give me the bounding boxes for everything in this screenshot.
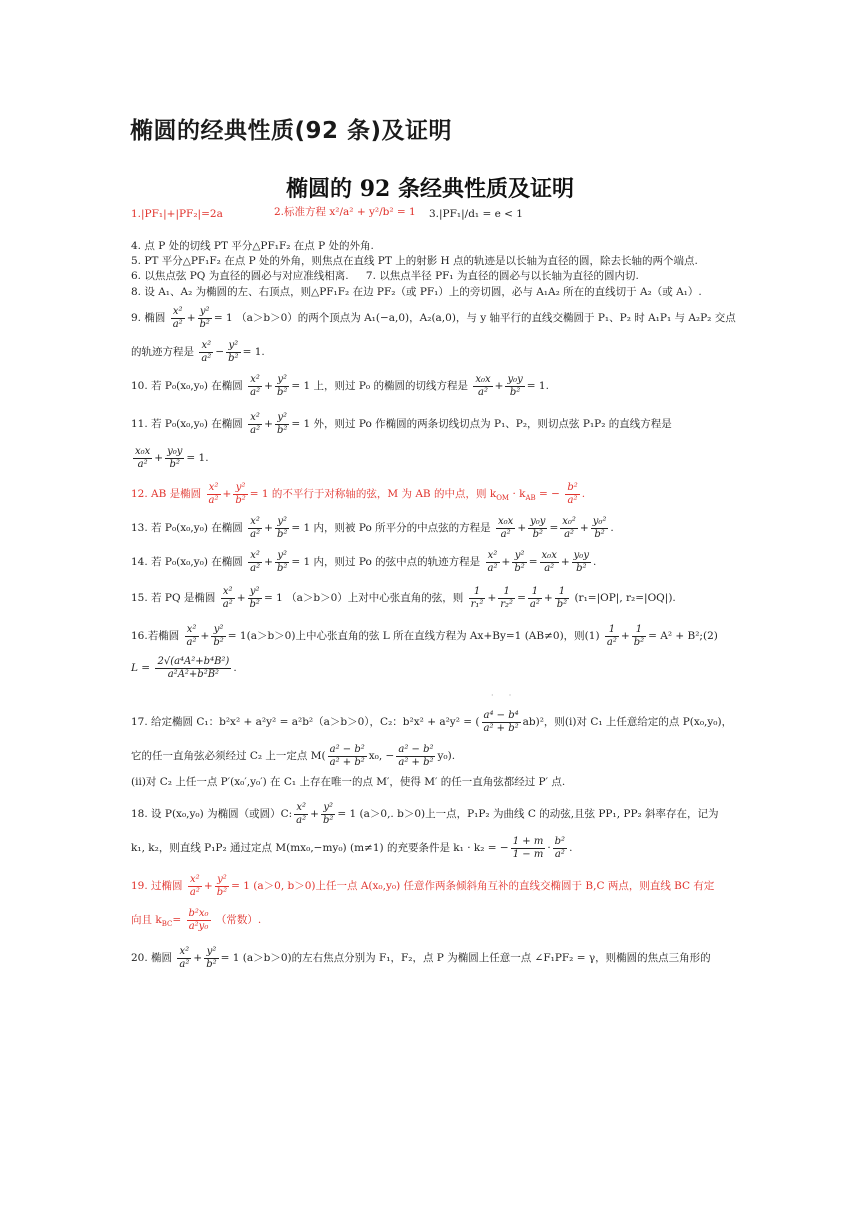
property-5: 5. PT 平分△PF₁F₂ 在点 P 处的外角，则焦点在直线 PT 上的射影 H 点的轨迹是以长轴为直径的圆，除去长轴的两个端点. bbox=[131, 255, 698, 267]
page-title: 椭圆的经典性质(92 条)及证明 bbox=[130, 118, 453, 144]
property-11-cont: $\frac{\text{x₀x}}{\text{a²}}$ + $\frac{\text{y₀y}}{\text{b²}}$ = 1. bbox=[135, 446, 209, 470]
property-2: 2.标准方程 x²/a² + y²/b² = 1 bbox=[274, 206, 416, 218]
property-8: 8. 设 A₁、A₂ 为椭圆的左、右顶点，则△PF₁F₂ 在边 PF₂（或 PF₁）上的旁切圆，必与 A₁A₂ 所在的直线切于 A₂（或 A₁）. bbox=[131, 286, 702, 298]
property-15: 15. 若 PQ 是椭圆 $\frac{\text{x²}}{\text{a²}}$ + $\frac{\text{y²}}{\text{b²}}$ = 1 （a＞b＞0）上对中心张直角的弦，则 $\frac{1}{\text{r₁²}}$ + $\frac{1}{\text{r₂²}}$ = $\frac{1}{\text{a²}}$ + $\frac{1}{\text{b²}}$ (r₁=|OP|, r₂=|OQ|). bbox=[131, 586, 676, 610]
property-4: 4. 点 P 处的切线 PT 平分△PF₁F₂ 在点 P 处的外角. bbox=[131, 240, 374, 252]
property-11: 11. 若 P₀(x₀,y₀) 在椭圆 $\frac{\text{x²}}{\text{a²}}$ + $\frac{\text{y²}}{\text{b²}}$ = 1 外，则过 Po 作椭圆的两条切线切点为 P₁、P₂，则切点弦 P₁P₂ 的直线方程是 bbox=[131, 412, 672, 436]
property-18-cont: k₁, k₂，则直线 P₁P₂ 通过定点 M(mx₀,−my₀) (m≠1) 的充要条件是 k₁ · k₂ = − $\frac{1 + m}{1 - m}$ · $\frac{\text{b²}}{\text{a²}}$ . bbox=[131, 836, 573, 860]
scan-artifact: · · bbox=[491, 691, 512, 700]
property-12: 12. AB 是椭圆 $\frac{\text{x²}}{\text{a²}}$ + $\frac{\text{y²}}{\text{b²}}$ = 1 的不平行于对称轴的弦，M 为 AB 的中点，则 $k_{OM} \cdot k_{AB}$ = − $\frac{\text{b²}}{\text{a²}}$ . bbox=[131, 482, 586, 506]
property-1: 1.|PF₁|+|PF₂|=2a bbox=[131, 208, 223, 220]
property-7: 7. 以焦点半径 PF₁ 为直径的圆必与以长轴为直径的圆内切. bbox=[365, 270, 639, 282]
property-17-cont: 它的任一直角弦必须经过 C₂ 上一定点 M( $\frac{\text{a² − b²}}{\text{a² + b²}}$ x₀, − $\frac{\text{a² − b²}}{\text{a² + b²}}$ y₀). bbox=[131, 744, 456, 768]
property-16: 16.若椭圆 $\frac{\text{x²}}{\text{a²}}$ + $\frac{\text{y²}}{\text{b²}}$ = 1(a＞b＞0)上中心张直角的弦 L 所在直线方程为 Ax+By=1 (AB≠0)，则(1) $\frac{1}{\text{a²}}$ + $\frac{1}{\text{b²}}$ = A² + B²;(2) bbox=[131, 624, 718, 648]
property-17: 17. 给定椭圆 C₁：b²x² + a²y² = a²b²（a＞b＞0），C₂：b²x² + a²y² = ( $\frac{\text{a⁴ − b⁴}}{\text{a² + b²}}$ ab)²，则(i)对 C₁ 上任意给定的点 P(x₀,y₀)， bbox=[131, 710, 733, 734]
property-19-cont: 向且 $k_{BC}=$ $\frac{\text{b²x₀}}{\text{a²y₀}}$ （常数）. bbox=[131, 908, 262, 932]
property-9: 9. 椭圆 $\frac{\text{x²}}{\text{a²}}$ + $\frac{\text{y²}}{\text{b²}}$ = 1 （a＞b＞0）的两个顶点为 A₁(−a,0)，A₂(a,0)，与 y 轴平行的直线交椭圆于 P₁、P₂ 时 A₁P₁ 与 A₂P₂ 交点 bbox=[131, 306, 736, 330]
property-14: 14. 若 P₀(x₀,y₀) 在椭圆 $\frac{\text{x²}}{\text{a²}}$ + $\frac{\text{y²}}{\text{b²}}$ = 1 内，则过 Po 的弦中点的轨迹方程是 $\frac{\text{x²}}{\text{a²}}$ + $\frac{\text{y²}}{\text{b²}}$ = $\frac{\text{x₀x}}{\text{a²}}$ + $\frac{\text{y₀y}}{\text{b²}}$ . bbox=[131, 550, 597, 574]
property-18: 18. 设 P(x₀,y₀) 为椭圆（或圆）C: $\frac{\text{x²}}{\text{a²}}$ + $\frac{\text{y²}}{\text{b²}}$ = 1 (a＞0,. b＞0)上一点，P₁P₂ 为曲线 C 的动弦,且弦 PP₁, PP₂ 斜率存在，记为 bbox=[131, 802, 719, 826]
property-9-cont: 的轨迹方程是 $\frac{\text{x²}}{\text{a²}}$ − $\frac{\text{y²}}{\text{b²}}$ = 1. bbox=[131, 340, 265, 364]
property-17-ii: (ii)对 C₂ 上任一点 P′(x₀′,y₀′) 在 C₁ 上存在唯一的点 M′，使得 M′ 的任一直角弦都经过 P′ 点. bbox=[131, 776, 566, 788]
property-3: 3.|PF₁|/d₁ = e < 1 bbox=[429, 208, 523, 220]
property-19: 19. 过椭圆 $\frac{\text{x²}}{\text{a²}}$ + $\frac{\text{y²}}{\text{b²}}$ = 1 (a＞0, b＞0)上任一点 A(x₀,y₀) 任意作两条倾斜角互补的直线交椭圆于 B,C 两点，则直线 BC 有定 bbox=[131, 874, 715, 898]
property-16-cont: L = $\frac{\text{2√(a⁴A²+b⁴B²)}}{\text{a²A²+b²B²}}$ . bbox=[131, 656, 237, 680]
property-6: 6. 以焦点弦 PQ 为直径的圆必与对应准线相离. 7. 以焦点半径 PF₁ 为直径的圆必与以长轴为直径的圆内切. bbox=[131, 270, 639, 282]
property-13: 13. 若 P₀(x₀,y₀) 在椭圆 $\frac{\text{x²}}{\text{a²}}$ + $\frac{\text{y²}}{\text{b²}}$ = 1 内，则被 Po 所平分的中点弦的方程是 $\frac{\text{x₀x}}{\text{a²}}$ + $\frac{\text{y₀y}}{\text{b²}}$ = $\frac{\text{x₀²}}{\text{a²}}$ + $\frac{\text{y₀²}}{\text{b²}}$ . bbox=[131, 516, 614, 540]
property-10: 10. 若 P₀(x₀,y₀) 在椭圆 $\frac{\text{x²}}{\text{a²}}$ + $\frac{\text{y²}}{\text{b²}}$ = 1 上，则过 P₀ 的椭圆的切线方程是 $\frac{\text{x₀x}}{\text{a²}}$ + $\frac{\text{y₀y}}{\text{b²}}$ = 1. bbox=[131, 374, 549, 398]
property-20: 20. 椭圆 $\frac{\text{x²}}{\text{a²}}$ + $\frac{\text{y²}}{\text{b²}}$ = 1 (a＞b＞0)的左右焦点分别为 F₁，F₂，点 P 为椭圆上任意一点 ∠F₁PF₂ = γ，则椭圆的焦点三角形的 bbox=[131, 946, 711, 970]
document-heading: 椭圆的 92 条经典性质及证明 bbox=[286, 176, 574, 202]
